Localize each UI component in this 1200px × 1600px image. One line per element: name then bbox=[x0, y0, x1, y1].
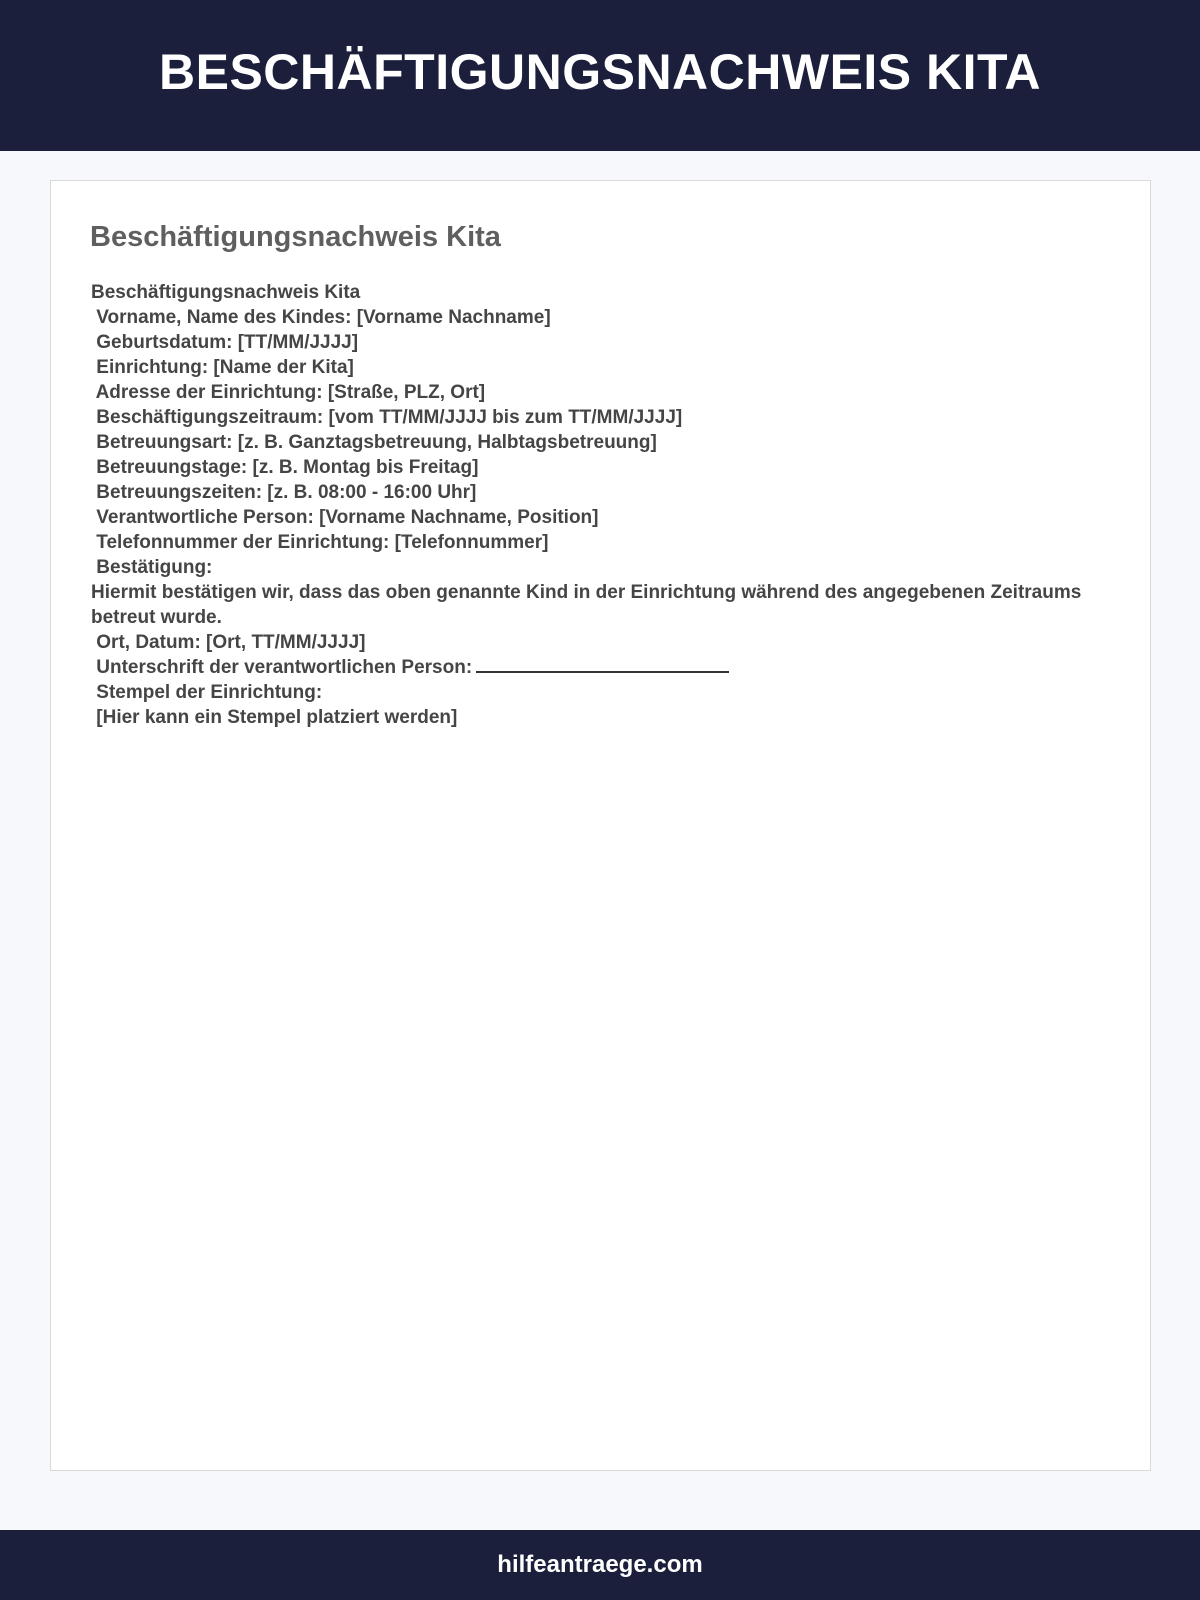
signature-label: Unterschrift der verantwortlichen Person: bbox=[91, 657, 473, 678]
page-title: BESCHÄFTIGUNGSNACHWEIS KITA bbox=[158, 43, 1041, 100]
care-type-line: Betreuungsart: [z. B. Ganztagsbetreuung, Halbtagsbetreuung] bbox=[91, 432, 657, 453]
birthdate-line: Geburtsdatum: [TT/MM/JJJJ] bbox=[91, 332, 359, 353]
confirmation-text: Hiermit bestätigen wir, dass das oben genannte Kind in der Einrichtung während des angegebenen Zeitraums betreut wurde. bbox=[91, 582, 1082, 628]
document-body bbox=[91, 280, 1091, 730]
responsible-person-line: Verantwortliche Person: [Vorname Nachname, Position] bbox=[91, 507, 599, 528]
document-heading: Beschäftigungsnachweis Kita bbox=[90, 221, 501, 253]
facility-address-line: Adresse der Einrichtung: [Straße, PLZ, Ort] bbox=[91, 382, 486, 403]
document-card bbox=[50, 180, 1151, 1471]
stamp-label: Stempel der Einrichtung: bbox=[91, 682, 323, 703]
place-date-line: Ort, Datum: [Ort, TT/MM/JJJJ] bbox=[91, 632, 366, 653]
facility-line: Einrichtung: [Name der Kita] bbox=[91, 357, 354, 378]
child-name-line: Vorname, Name des Kindes: [Vorname Nachname] bbox=[91, 307, 551, 328]
employment-period-line: Beschäftigungszeitraum: [vom TT/MM/JJJJ bis zum TT/MM/JJJJ] bbox=[91, 407, 683, 428]
page-header bbox=[0, 0, 1200, 151]
footer-site-name: hilfeantraege.com bbox=[497, 1551, 703, 1578]
stamp-placeholder: [Hier kann ein Stempel platziert werden] bbox=[91, 707, 458, 728]
document-line: Beschäftigungsnachweis Kita bbox=[91, 282, 361, 303]
care-days-line: Betreuungstage: [z. B. Montag bis Freitag] bbox=[91, 457, 479, 478]
signature-line bbox=[476, 656, 729, 673]
confirmation-label: Bestätigung: bbox=[91, 557, 213, 578]
phone-line: Telefonnummer der Einrichtung: [Telefonnummer] bbox=[91, 532, 549, 553]
care-hours-line: Betreuungszeiten: [z. B. 08:00 - 16:00 Uhr] bbox=[91, 482, 477, 503]
page-footer bbox=[0, 1530, 1200, 1600]
signature-row bbox=[91, 655, 1091, 680]
